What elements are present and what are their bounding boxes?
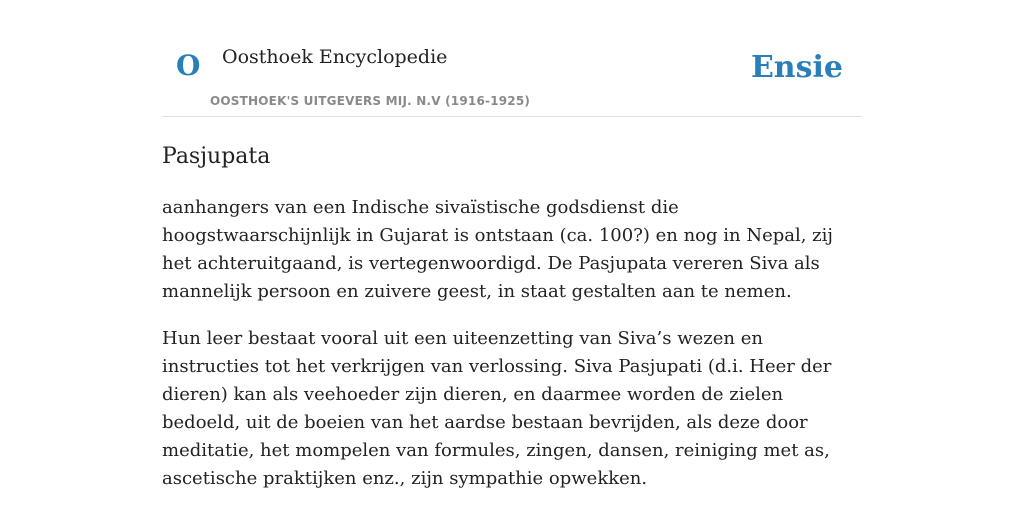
ensie-brand-link[interactable]: Ensie (750, 50, 843, 85)
article-paragraph: Hun leer bestaat vooral uit een uiteenzetting van Siva’s wezen en instructies tot het verkrijgen van verlossing. Siva Pasjupati (d.i. Heer der dieren) kan als veehoeder zijn dieren, en daarmee worden de zielen bedoeld, uit de boeien van het aardse bestaan bevrijden, als deze door meditatie, het mompelen van formules, zingen, dansen, reiniging met as, ascetische praktijken enz., zijn sympathie opwekken. (162, 328, 832, 490)
encyclopedia-title-link[interactable]: Oosthoek Encyclopedie (222, 46, 448, 68)
encyclopedia-logo-icon[interactable]: O (176, 49, 201, 82)
article-paragraph: aanhangers van een Indische sivaïstische godsdienst die hoogstwaarschijnlijk in Gujarat is ontstaan (ca. 100?) en nog in Nepal, zij het achteruitgaand, is vertegenwoordigd. De Pasjupata vereren Siva als mannelijk persoon en zuivere geest, in staat gestalten aan te nemen. (162, 197, 833, 303)
page (162, 0, 862, 493)
article-body (162, 194, 862, 493)
header (162, 0, 862, 117)
publisher-subtitle: OOSTHOEK'S UITGEVERS MIJ. N.V (1916-1925) (210, 94, 531, 108)
article-title: Pasjupata (162, 144, 271, 169)
